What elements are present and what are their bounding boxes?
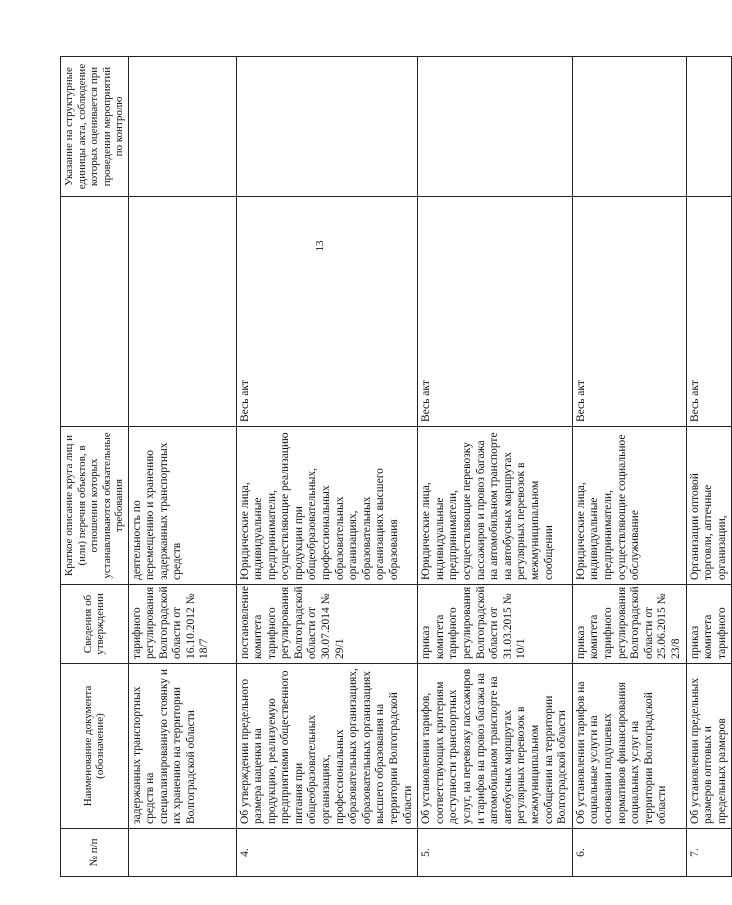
header-scope-spacer [61, 197, 129, 427]
document-name: Об установлении предельных размеров оптовых и предельных размеров [686, 664, 732, 829]
header-no: № п/п [61, 829, 129, 877]
rotated-page [60, 57, 728, 877]
page-number: 13 [314, 240, 326, 252]
header-row [61, 57, 129, 877]
subjects-description: Юридические лица, индивидуальные предприниматели, осуществляющие перевозку пассажиров и провоз багажа на автомобильном транспорте на автобусных маршрутах регулярных перевозок в межмуниципальном сообщении [418, 427, 573, 585]
document-name: Об утверждении предельного размера наценки на продукцию, реализуемую предприятиями общественного питания при общеобразовательных организациях, профессиональных образовательных организациях, образовательных организациях высшего образования на территории Волгоградской области [236, 664, 418, 829]
table-row [418, 57, 573, 877]
header-approval-info: Сведения об утверждении [61, 585, 129, 664]
subjects-description: Юридические лица, индивидуальные предприниматели, осуществляющие социальное обслуживание [572, 427, 686, 585]
approval-info: приказ комитета тарифного [686, 585, 732, 664]
subjects-description: Организации оптовой торговли, аптечные организации, [686, 427, 732, 585]
requirements-table [60, 56, 732, 877]
document-name: Об установлении тарифов, соответствующих критериям доступности транспортных услуг, на перевозку пассажиров и тарифов на провоз багажа на автомобильном транспорте на автобусных маршрутах регулярных перевозок в межмуниципальном сообщении на территории Волгоградской области [418, 664, 573, 829]
table-row [236, 57, 418, 877]
table-row [128, 57, 236, 877]
units-cell [236, 57, 418, 197]
scope-cell: Весь акт [236, 197, 418, 427]
row-number: 4. [236, 829, 418, 877]
scope-cell [128, 197, 236, 427]
approval-info: тарифного регулирования Волгоградской области от 16.10.2012 № 18/7 [128, 585, 236, 664]
units-cell [572, 57, 686, 197]
table-row [686, 57, 732, 877]
row-number: 7. [686, 829, 732, 877]
document-name: задержанных транспортных средств на специализированную стоянку и их хранению на территории Волгоградской области [128, 664, 236, 829]
row-number: 6. [572, 829, 686, 877]
units-cell [418, 57, 573, 197]
scope-cell: Весь акт [572, 197, 686, 427]
approval-info: приказ комитета тарифного регулирования Волгоградской области от 25.06.2015 № 23/8 [572, 585, 686, 664]
subjects-description: деятельность по перемещению и хранению задержанных транспортных средств [128, 427, 236, 585]
header-description: Краткое описание круга лиц и (или) перечня объектов, в отношении которых устанавливаются обязательные требования [61, 427, 129, 585]
units-cell [686, 57, 732, 197]
units-cell [128, 57, 236, 197]
header-structural-units: Указание на структурные единицы акта, соблюдение которых оценивается при проведении мероприятий по контролю [61, 57, 129, 197]
approval-info: постановление комитета тарифного регулирования Волгоградской области от 30.07.2014 № 29/1 [236, 585, 418, 664]
scope-cell: Весь акт [418, 197, 573, 427]
table-row [572, 57, 686, 877]
header-document-name: Наименование документа (обозначение) [61, 664, 129, 829]
document-name: Об установлении тарифов на социальные услуги на основании подушевых нормативов финансирования социальных услуг на территории Волгоградской области [572, 664, 686, 829]
scope-cell: Весь акт [686, 197, 732, 427]
subjects-description: Юридические лица, индивидуальные предприниматели, осуществляющие реализацию продукции при общеобразовательных, профессиональных образовательных организациях, образовательных организациях высшего образования [236, 427, 418, 585]
row-number [128, 829, 236, 877]
row-number: 5. [418, 829, 573, 877]
approval-info: приказ комитета тарифного регулирования Волгоградской области от 31.03.2015 № 10/1 [418, 585, 573, 664]
